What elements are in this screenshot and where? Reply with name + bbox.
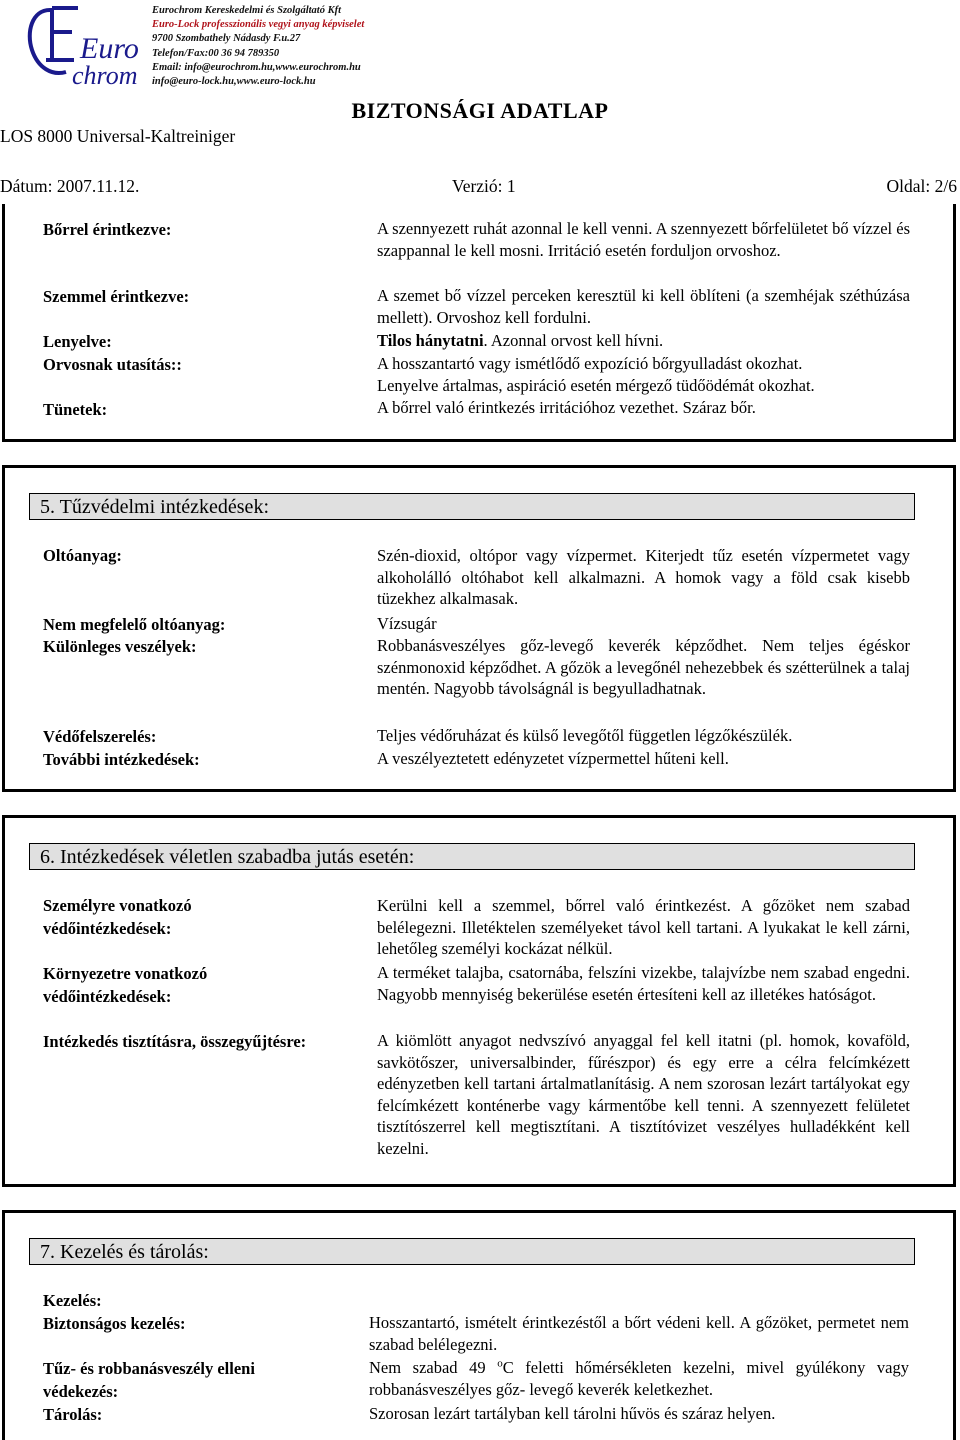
text-cleanup: A kiömlött anyagot nedvszívó anyaggal fel kell itatni (pl. homok, kovaföld, savkötőszer, universalbinder, fűrészpor) és egy erre a célra felcímkézett edényzetben kell tartani ártalmatlanításig. A nem szorosan lezárt tartályokat egy felcímkézett konténerbe vagy kármentőbe kell tenni. A szennyezett felületet tisztítószerrel kell megtisztítani. A tisztítóvizet veszélyes hulladékként kell kezelni. <box>377 1031 910 1158</box>
text-unsuitable-media: Vízsugár <box>377 614 437 633</box>
label-unsuitable-media: Nem megfelelő oltóanyag: <box>43 615 226 634</box>
label-fire-protection-1: Tűz- és robbanásveszély elleni <box>43 1359 255 1378</box>
text-ingestion <box>377 330 910 352</box>
document-title: BIZTONSÁGI ADATLAP <box>351 98 609 123</box>
label-further-measures: További intézkedések: <box>43 750 200 769</box>
text-symptoms: A bőrrel való érintkezés irritációhoz vezethet. Száraz bőr. <box>377 398 756 417</box>
company-info <box>152 4 364 89</box>
company-logo <box>22 2 152 94</box>
label-personal-precautions-1: Személyre vonatkozó <box>43 896 192 915</box>
label-physician-note: Orvosnak utasítás:: <box>43 355 182 374</box>
label-eye-contact: Szemmel érintkezve: <box>43 287 190 306</box>
text-environmental-precautions: A terméket talajba, csatornába, felszíni vizekbe, talajvízbe nem szabad engedni. Nagyobb mennyiség bekerülése esetén értesíteni kell az illetékes hatóságot. <box>377 963 910 1004</box>
label-storage: Tárolás: <box>43 1405 103 1424</box>
label-skin-contact: Bőrrel érintkezve: <box>43 220 172 239</box>
logo-text-chrom: chrom <box>72 61 138 90</box>
text-personal-precautions: Kerülni kell a szemmel, bőrrel való érintkezést. A gőzöket nem szabad belélegezni. Illetéktelen személyeket távol kell tartani. A lyukakat le kell zárni, lehetőleg személyi kockázat nélkül. <box>377 896 910 958</box>
text-skin-contact: A szennyezett ruhát azonnal le kell venni. A szennyezett bőrfelületet bő vízzel és szappannal le kell mosni. Irritáció esetén forduljon orvoshoz. <box>377 219 910 260</box>
section-7-title: 7. Kezelés és tárolás: <box>29 1238 915 1265</box>
section-5-title: 5. Tűzvédelmi intézkedések: <box>29 493 915 520</box>
company-info-line: Euro-Lock professzionális vegyi anyag képviselet <box>152 19 365 31</box>
logo-text-euro: Euro <box>80 32 139 65</box>
text-fire-protection-a: Nem szabad 49 <box>369 1358 498 1377</box>
label-personal-precautions-2: védőintézkedések: <box>43 919 172 938</box>
document-date: Dátum: 2007.11.12. <box>0 176 140 196</box>
text-protective-equipment: Teljes védőruházat és külső levegőtől független légzőkészülék. <box>377 726 793 745</box>
text-ingestion-rest: . Azonnal orvost kell hívni. <box>483 331 664 350</box>
page-number: Oldal: 2/6 <box>886 176 957 196</box>
label-environmental-precautions-2: védőintézkedések: <box>43 987 172 1006</box>
label-cleanup: Intézkedés tisztításra, összegyűjtésre: <box>43 1032 307 1051</box>
company-info-line: Email: info@eurochrom.hu,www.eurochrom.hu <box>152 61 361 73</box>
company-info-line: Eurochrom Kereskedelmi és Szolgáltató Kft <box>152 5 342 16</box>
label-ingestion: Lenyelve: <box>43 332 112 351</box>
text-extinguishing-media: Szén-dioxid, oltópor vagy vízpermet. Kiterjedt tűz esetén vízpermetet vagy alkoholálló oltóhabot kell alkalmazni. A homok vagy a föld csak kisebb tüzekhez alkalmasak. <box>377 546 910 608</box>
text-ingestion-bold: Tilos hánytatni <box>377 331 484 350</box>
text-physician-note-2: Lenyelve ártalmas, aspiráció esetén mérgező tüdőödémát okozhat. <box>377 376 815 395</box>
label-protective-equipment: Védőfelszerelés: <box>43 727 157 746</box>
company-info-line: 9700 Szombathely Nádasdy F.u.27 <box>152 33 301 45</box>
label-special-hazards: Különleges veszélyek: <box>43 637 197 656</box>
degree-sign: o <box>497 1357 503 1370</box>
label-extinguishing-media: Oltóanyag: <box>43 546 122 565</box>
label-handling: Kezelés: <box>43 1291 102 1310</box>
company-info-line: Telefon/Fax:00 36 94 789350 <box>152 47 280 59</box>
text-storage: Szorosan lezárt tartályban kell tárolni hűvös és száraz helyen. <box>369 1404 776 1423</box>
section-6-title: 6. Intézkedések véletlen szabadba jutás esetén: <box>29 843 915 870</box>
label-symptoms: Tünetek: <box>43 400 108 419</box>
text-physician-note-1: A hosszantartó vagy ismétlődő expozíció bőrgyulladást okozhat. <box>377 354 803 373</box>
text-fire-protection <box>369 1357 909 1400</box>
document-version: Verzió: 1 <box>452 176 516 196</box>
product-name: LOS 8000 Universal-Kaltreiniger <box>0 126 236 146</box>
label-safe-handling: Biztonságos kezelés: <box>43 1314 186 1333</box>
label-environmental-precautions-1: Környezetre vonatkozó <box>43 964 208 983</box>
company-info-line: info@euro-lock.hu,www.euro-lock.hu <box>152 76 316 88</box>
text-eye-contact: A szemet bő vízzel perceken keresztül ki kell öblíteni (a szemhéjak széthúzása mellett). Orvoshoz kell fordulni. <box>377 286 910 327</box>
label-fire-protection-2: védekezés: <box>43 1382 119 1401</box>
text-special-hazards: Robbanásveszélyes gőz-levegő keverék képződhet. Nem teljes égéskor szénmonoxid képződhet. A gőzök a levegőnél nehezebbek és szétterülnek a talaj mentén. Nagyobb távolságnál is begyulladhatnak. <box>377 636 910 698</box>
text-safe-handling: Hosszantartó, ismételt érintkezéstől a bőrt védeni kell. A gőzöket, permetet nem szabad belélegezni. <box>369 1313 909 1354</box>
text-further-measures: A veszélyeztetett edényzetet vízpermettel hűteni kell. <box>377 749 729 768</box>
text-fire-protection-b: C feletti hőmérsékleten kezelni, mivel gyúlékony vagy robbanásveszélyes gőz- levegő keverék keletkezhet. <box>369 1358 909 1399</box>
